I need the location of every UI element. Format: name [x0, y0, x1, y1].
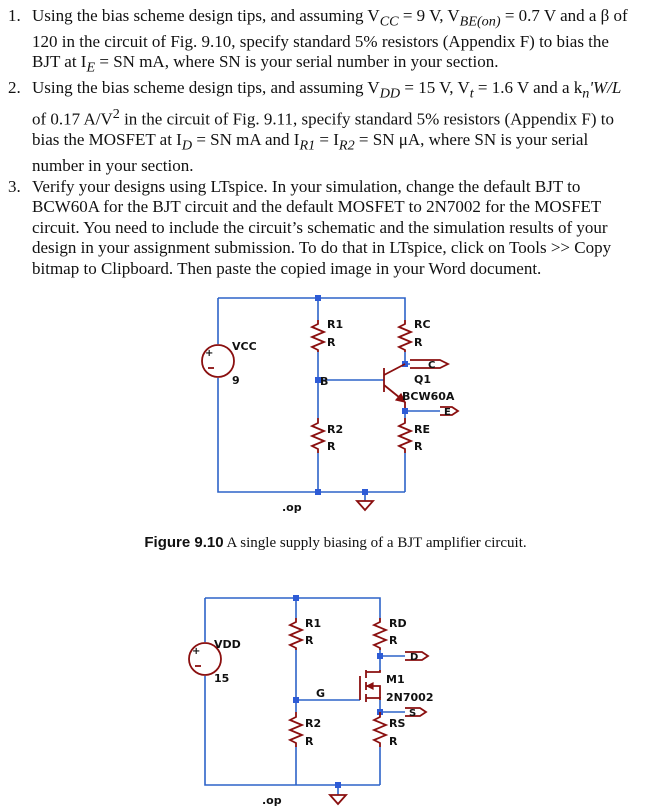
bottom-rail-wire: [218, 378, 405, 492]
gate-label: G: [316, 687, 326, 700]
mosfet-source-leg: [366, 698, 380, 700]
vcc-value: 9: [232, 374, 240, 387]
node-dot: [315, 489, 321, 495]
node-dot: [293, 697, 299, 703]
problem-number: 1.: [8, 6, 21, 25]
figure-caption-label: Figure 9.10: [144, 534, 224, 551]
ground-icon: [357, 501, 373, 510]
rs-value: R: [389, 735, 398, 748]
plus-sign: +: [192, 646, 201, 657]
r2-resistor: [290, 712, 302, 747]
rc-label: RC: [414, 318, 431, 331]
rd-value: R: [389, 634, 398, 647]
rc-value: R: [414, 336, 423, 349]
r1-value: R: [327, 336, 336, 349]
m1-model: 2N7002: [386, 691, 434, 704]
vdd-label: VDD: [214, 638, 241, 651]
r1-resistor: [312, 320, 324, 352]
bjt-schematic: [0, 286, 671, 516]
ground-icon: [330, 795, 346, 804]
mosfet-schematic: [0, 590, 671, 806]
mosfet-drain-leg: [366, 670, 380, 672]
figure-caption: [0, 534, 671, 552]
node-dot: [402, 408, 408, 414]
problem-1: 1. Using the bias scheme design tips, and assuming $V_{CC} = 9$ V, $V_{BE(on)} = 0.7$ V and a β of 120 in the circuit of Fig. 9.10, specify standard 5% resistors (Appendix F) to bias the BJT at $I_E$ = SN mA, where SN is your serial number in your section.: [8, 6, 628, 76]
rd-label: RD: [389, 617, 407, 630]
q1-model: BCW60A: [402, 390, 455, 403]
node-dot: [362, 489, 368, 495]
r1-label: R1: [305, 617, 322, 630]
plus-sign: +: [205, 348, 214, 359]
op-directive: .op: [282, 501, 302, 514]
problem-number: 3.: [8, 176, 21, 196]
rd-resistor: [374, 618, 386, 650]
problem-list: [8, 6, 663, 279]
r2-label: R2: [327, 423, 344, 436]
re-resistor: [399, 418, 411, 453]
problem-number: 2.: [8, 78, 21, 98]
node-dot: [293, 595, 299, 601]
emitter-port-label: E: [444, 407, 451, 418]
figure-caption-text: A single supply biasing of a BJT amplifier circuit.: [226, 535, 527, 551]
re-label: RE: [414, 423, 430, 436]
drain-port-label: D: [410, 652, 419, 663]
re-value: R: [414, 440, 423, 453]
mosfet-schematic-drawing: [0, 590, 671, 806]
op-directive: .op: [262, 794, 282, 806]
r2-resistor: [312, 418, 324, 453]
problem-2: 2. Using the bias scheme design tips, and assuming $V_{DD} = 15$ V, $V_t = 1.6$ V and a $k_n'W/L$ of 0.17 $A/V^2$ in the circuit of Fig. 9.11, specify standard 5% resistors (Appendix F) to bias the MOSFET at $I_D$ = SN mA and $I_{R1} = I_{R2}$ = SN μA, where SN is your serial number in your section.: [8, 78, 622, 176]
r2-value: R: [327, 440, 336, 453]
vdd-value: 15: [214, 672, 230, 685]
m1-label: M1: [386, 673, 405, 686]
top-rail-wire: [218, 298, 405, 320]
node-dot: [315, 295, 321, 301]
base-label: B: [320, 375, 329, 388]
r2-label: R2: [305, 717, 322, 730]
top-rail-wire: [205, 598, 380, 618]
r2-value: R: [305, 735, 314, 748]
node-dot: [335, 782, 341, 788]
bjt-schematic-drawing: [0, 286, 671, 516]
vcc-label: VCC: [232, 340, 257, 353]
rc-resistor: [399, 320, 411, 352]
collector-port-label: C: [428, 360, 436, 371]
r1-resistor: [290, 618, 302, 650]
r1-value: R: [305, 634, 314, 647]
q1-label: Q1: [414, 373, 432, 386]
mosfet-body-arrow: [367, 683, 373, 689]
source-port-label: S: [409, 708, 417, 719]
rs-resistor: [374, 712, 386, 747]
bjt-collector-leg: [384, 364, 405, 375]
rs-label: RS: [389, 717, 406, 730]
r1-label: R1: [327, 318, 344, 331]
node-dot: [377, 653, 383, 659]
problem-3: 3. Verify your designs using LTspice. In your simulation, change the default BJT to BCW60A for the BJT circuit and the default MOSFET to 2N7002 for the MOSFET circuit. You need to include the circuit’s schematic and the simulation results of your design in your assignment submission. To do that in LTspice, click on Tools >> Copy bitmap to Clipboard. Then paste the copied image in your Word document.: [8, 176, 612, 278]
